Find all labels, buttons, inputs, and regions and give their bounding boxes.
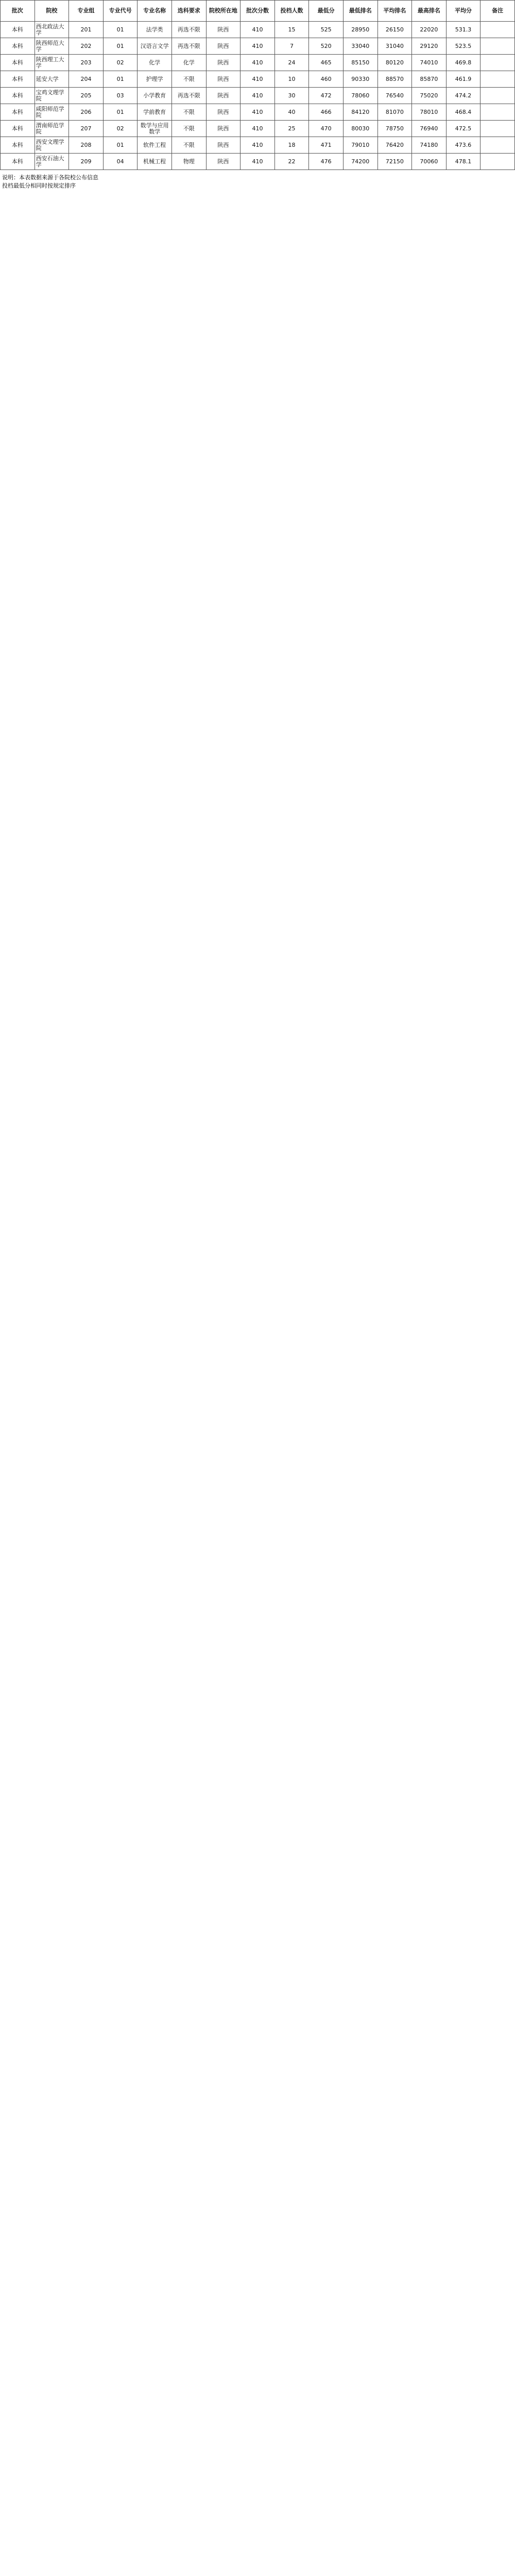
table-cell: 陕西 [206,121,241,137]
table-cell: 410 [241,121,275,137]
table-cell: 01 [103,71,138,88]
table-row [1,154,515,170]
table-cell: 24 [274,55,309,71]
table-cell: 204 [69,71,104,88]
table-cell: 78750 [377,121,412,137]
table-cell: 520 [309,38,344,55]
header-cell: 院校 [35,1,69,22]
table-cell: 04 [103,154,138,170]
header-cell: 专业组 [69,1,104,22]
table-cell: 本科 [1,154,35,170]
header-cell: 备注 [480,1,515,22]
table-cell: 陕西 [206,154,241,170]
table-cell: 202 [69,38,104,55]
table-cell: 203 [69,55,104,71]
table-cell: 陕西 [206,104,241,121]
table-cell: 468.4 [446,104,480,121]
table-cell: 陕西 [206,88,241,104]
table-cell: 80030 [343,121,377,137]
table-cell: 本科 [1,88,35,104]
table-cell: 本科 [1,137,35,154]
table-cell: 陕西 [206,22,241,38]
table-cell: 陕西 [206,137,241,154]
note-cell [480,88,515,104]
table-cell: 78060 [343,88,377,104]
table-cell: 本科 [1,104,35,121]
header-cell: 最高排名 [412,1,447,22]
note-line: 说明：本表数据来源于各院校公布信息 [2,174,98,181]
table-cell: 再选不限 [171,22,206,38]
table-cell: 29120 [412,38,447,55]
table-cell: 30 [274,88,309,104]
table-row [1,38,515,55]
table-row [1,121,515,137]
table-cell: 01 [103,38,138,55]
table-cell: 咸阳师范学院 [35,104,69,121]
table-cell: 79010 [343,137,377,154]
table-cell: 西北政法大学 [35,22,69,38]
table-cell: 本科 [1,121,35,137]
table-cell: 25 [274,121,309,137]
table-cell: 472.5 [446,121,480,137]
table-cell: 数学与应用数学 [138,121,172,137]
table-cell: 软件工程 [138,137,172,154]
table-row [1,88,515,104]
table-cell: 84120 [343,104,377,121]
table-cell: 本科 [1,38,35,55]
note-cell [480,154,515,170]
header-cell: 院校所在地 [206,1,241,22]
table-cell: 陕西师范大学 [35,38,69,55]
table-cell: 7 [274,38,309,55]
table-row [1,137,515,154]
table-cell: 03 [103,88,138,104]
table-cell: 472 [309,88,344,104]
table-cell: 209 [69,154,104,170]
table-cell: 531.3 [446,22,480,38]
table-cell: 西安石油大学 [35,154,69,170]
table-cell: 再选不限 [171,38,206,55]
table-cell: 渭南师范学院 [35,121,69,137]
table-cell: 474.2 [446,88,480,104]
table-cell: 75020 [412,88,447,104]
notes [0,170,515,193]
table-cell: 478.1 [446,154,480,170]
table-cell: 学前教育 [138,104,172,121]
table-cell: 22020 [412,22,447,38]
table-cell: 205 [69,88,104,104]
table-cell: 90330 [343,71,377,88]
table-cell: 26150 [377,22,412,38]
table-cell: 01 [103,137,138,154]
table-cell: 40 [274,104,309,121]
table-cell: 410 [241,104,275,121]
table-cell: 469.8 [446,55,480,71]
note-cell [480,38,515,55]
table-cell: 不限 [171,71,206,88]
table-cell: 461.9 [446,71,480,88]
table-cell: 本科 [1,55,35,71]
table-cell: 410 [241,88,275,104]
table-cell: 15 [274,22,309,38]
note-cell [480,22,515,38]
table-cell: 76540 [377,88,412,104]
table-cell: 化学 [138,55,172,71]
table-cell: 81070 [377,104,412,121]
table-cell: 不限 [171,104,206,121]
table-cell: 物理 [171,154,206,170]
table-cell: 206 [69,104,104,121]
table-cell: 22 [274,154,309,170]
table-cell: 201 [69,22,104,38]
table-body [1,22,515,170]
table-cell: 02 [103,121,138,137]
table-cell: 460 [309,71,344,88]
table-cell: 74010 [412,55,447,71]
table-cell: 陕西理工大学 [35,55,69,71]
table-cell: 再选不限 [171,88,206,104]
table-cell: 小学教育 [138,88,172,104]
table-row [1,22,515,38]
table-cell: 74180 [412,137,447,154]
note-cell [480,104,515,121]
table-cell: 不限 [171,137,206,154]
table-cell: 80120 [377,55,412,71]
table-cell: 410 [241,137,275,154]
table-cell: 本科 [1,22,35,38]
note-cell [480,137,515,154]
table-cell: 不限 [171,121,206,137]
table-cell: 机械工程 [138,154,172,170]
table-cell: 523.5 [446,38,480,55]
table-cell: 70060 [412,154,447,170]
header-cell: 专业名称 [138,1,172,22]
table-cell: 76940 [412,121,447,137]
table-cell: 410 [241,38,275,55]
header-cell: 平均排名 [377,1,412,22]
table-cell: 85150 [343,55,377,71]
header-cell: 最低排名 [343,1,377,22]
table-cell: 525 [309,22,344,38]
table-cell: 01 [103,104,138,121]
header-cell: 专业代号 [103,1,138,22]
table-cell: 31040 [377,38,412,55]
table-cell: 85870 [412,71,447,88]
table-cell: 陕西 [206,71,241,88]
header-row [1,1,515,22]
table-cell: 化学 [171,55,206,71]
header-cell: 平均分 [446,1,480,22]
note-cell [480,71,515,88]
table-row [1,71,515,88]
table-cell: 208 [69,137,104,154]
admission-sheet [0,0,515,193]
table-cell: 466 [309,104,344,121]
header-cell: 最低分 [309,1,344,22]
table-cell: 465 [309,55,344,71]
table-cell: 本科 [1,71,35,88]
header-cell: 选科要求 [171,1,206,22]
admission-table [0,0,515,170]
note-cell [480,121,515,137]
table-cell: 88570 [377,71,412,88]
table-cell: 宝鸡文理学院 [35,88,69,104]
table-cell: 76420 [377,137,412,154]
header-cell: 投档人数 [274,1,309,22]
table-cell: 汉语言文学 [138,38,172,55]
table-cell: 02 [103,55,138,71]
table-cell: 28950 [343,22,377,38]
table-cell: 207 [69,121,104,137]
table-cell: 西安文理学院 [35,137,69,154]
table-cell: 471 [309,137,344,154]
header-cell: 批次 [1,1,35,22]
table-cell: 410 [241,154,275,170]
header-cell: 批次分数 [241,1,275,22]
table-row [1,104,515,121]
table-cell: 410 [241,22,275,38]
table-cell: 470 [309,121,344,137]
table-cell: 护理学 [138,71,172,88]
table-row [1,55,515,71]
table-cell: 410 [241,71,275,88]
table-cell: 法学类 [138,22,172,38]
note-cell [480,55,515,71]
table-cell: 陕西 [206,55,241,71]
table-cell: 74200 [343,154,377,170]
table-cell: 18 [274,137,309,154]
table-cell: 33040 [343,38,377,55]
table-cell: 陕西 [206,38,241,55]
note-line: 投档最低分相同时按规定排序 [2,182,76,189]
table-cell: 78010 [412,104,447,121]
table-cell: 01 [103,22,138,38]
table-cell: 延安大学 [35,71,69,88]
table-cell: 72150 [377,154,412,170]
table-cell: 10 [274,71,309,88]
table-cell: 476 [309,154,344,170]
table-cell: 410 [241,55,275,71]
table-cell: 473.6 [446,137,480,154]
